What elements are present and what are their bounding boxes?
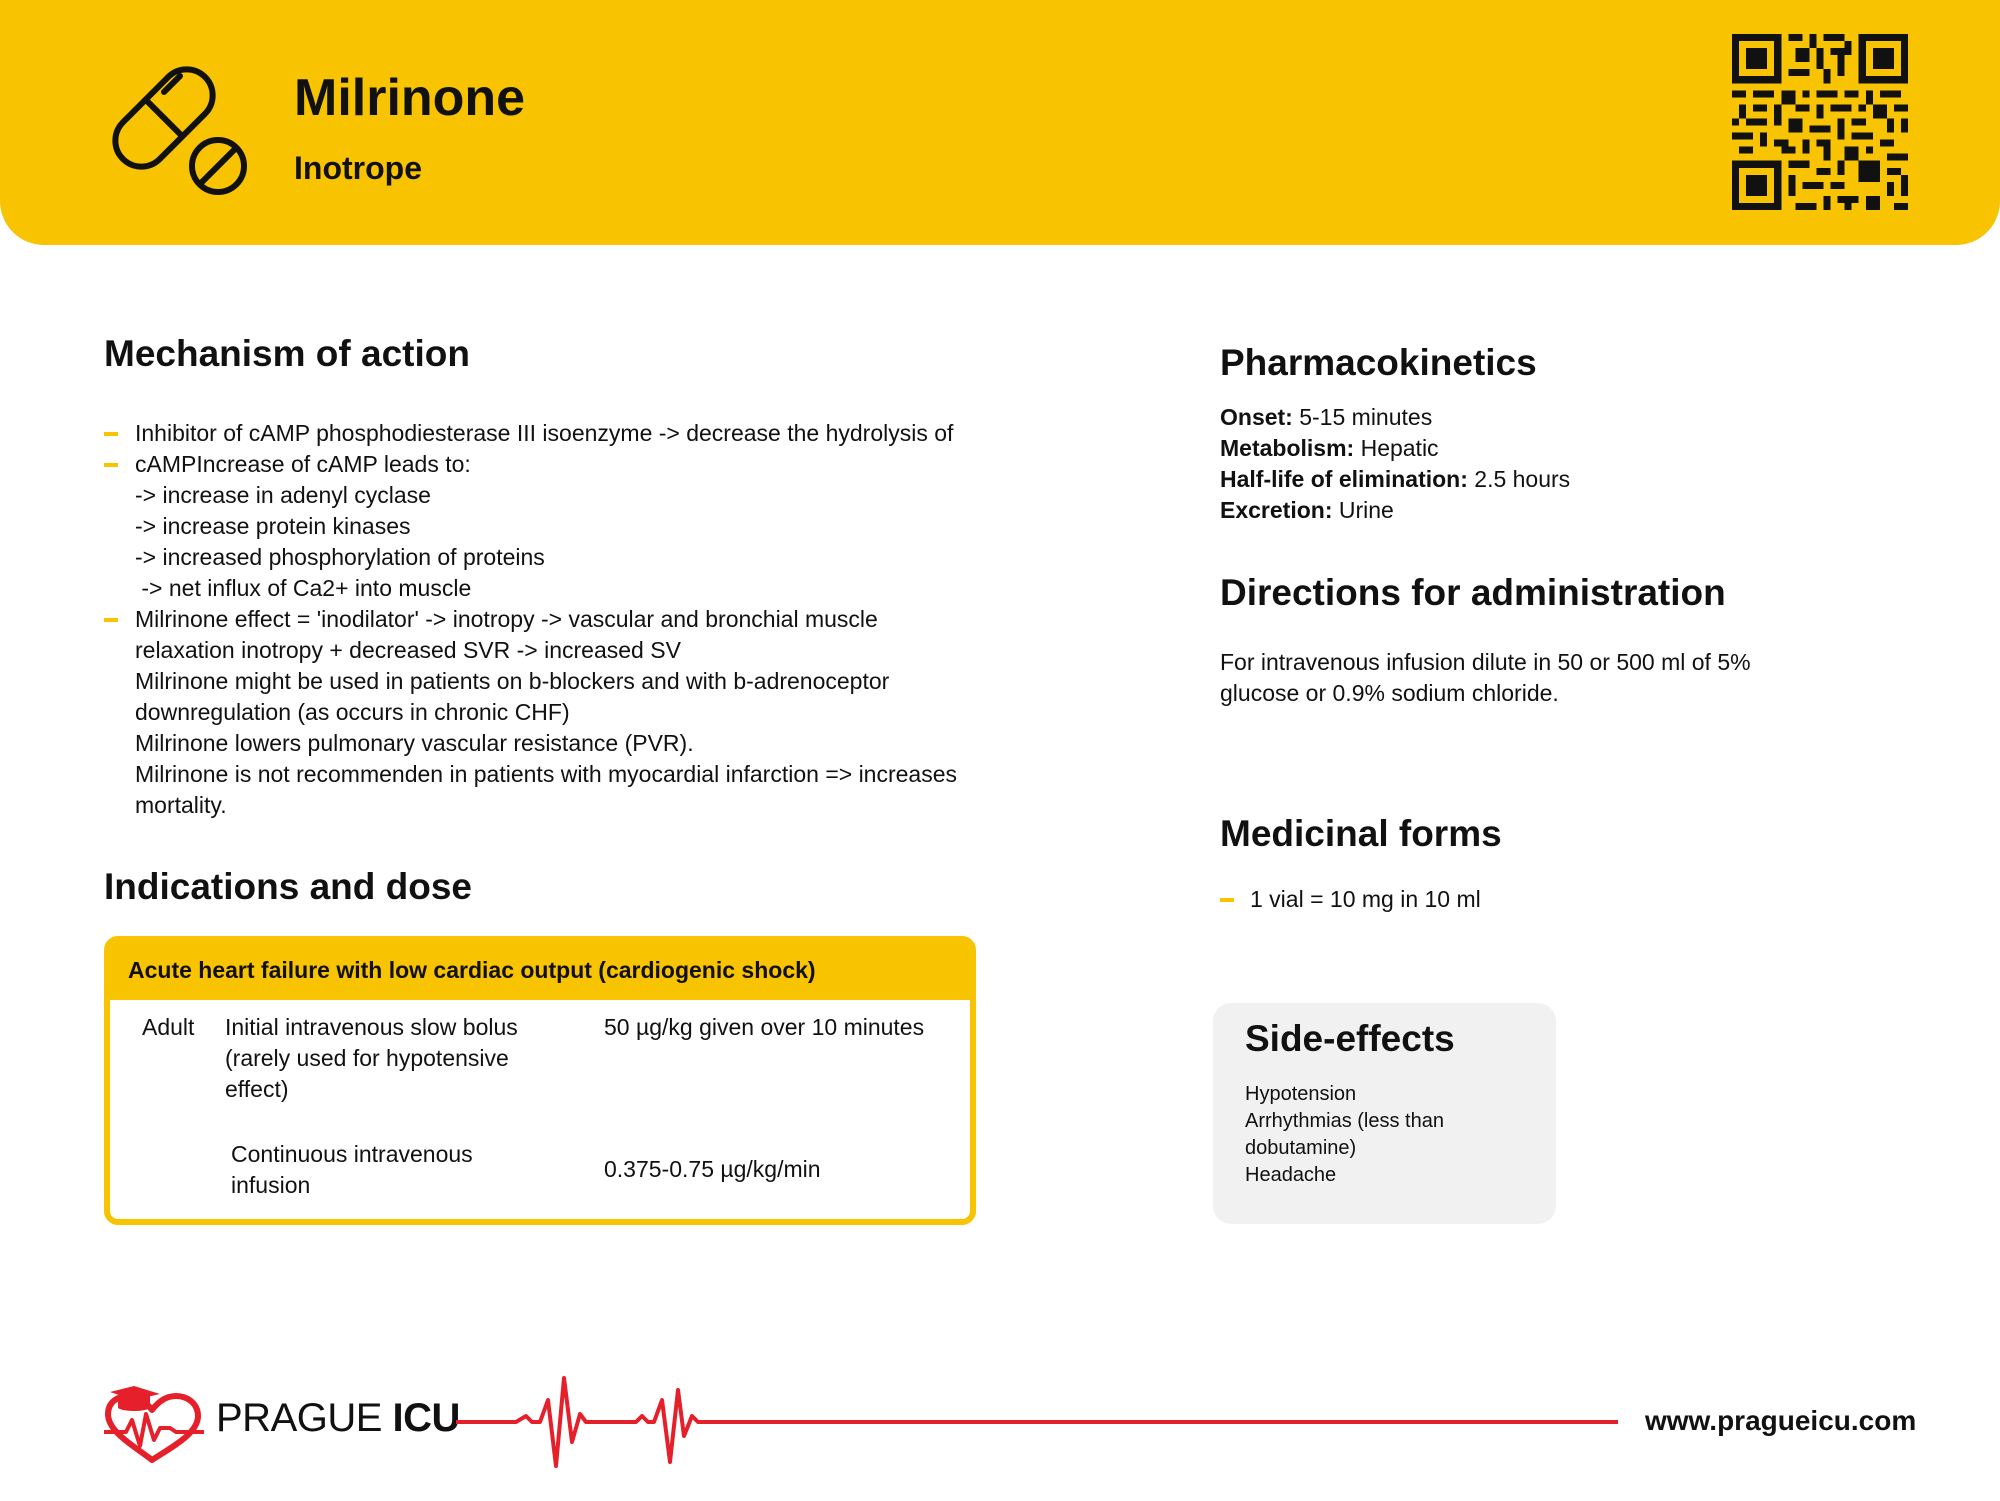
administration-text [1220,647,1751,709]
bullet-dash-icon [104,618,118,622]
side-effects-list [1245,1081,1444,1189]
indications-title: Indications and dose [104,866,472,907]
side-effect-item: Arrhythmias (less than [1245,1110,1444,1132]
pk-row [1220,495,1570,526]
list-item [104,604,1064,821]
list-item-text: mortality. [135,792,227,818]
list-item-text: Milrinone lowers pulmonary vascular resistance (PVR). [135,730,694,756]
dose-route [231,1139,561,1201]
bullet-dash-icon [1220,898,1234,902]
dose-table [104,936,976,1225]
list-item-text: Milrinone might be used in patients on b-blockers and with b-adrenoceptor [135,668,890,694]
drug-name: Milrinone [294,69,526,127]
mechanism-title: Mechanism of action [104,333,470,374]
pill-icon [108,66,253,201]
pk-row [1220,433,1570,464]
website-link[interactable]: www.pragueicu.com [1645,1405,1917,1436]
pharmacokinetics-list [1220,402,1570,526]
administration-line: glucose or 0.9% sodium chloride. [1220,680,1559,706]
brand-name [216,1396,460,1441]
list-item-text: -> increase protein kinases [135,513,411,539]
list-item-text: downregulation (as occurs in chronic CHF) [135,699,570,725]
drug-class: Inotrope [294,150,422,186]
pk-row [1220,402,1570,433]
list-item-text: relaxation inotropy + decreased SVR -> increased SV [135,637,681,663]
pk-label: Excretion: [1220,497,1333,523]
list-item [1220,884,1481,915]
bullet-dash-icon [104,463,118,467]
list-item-text: Milrinone is not recommenden in patients with myocardial infarction => increases [135,761,958,787]
patient-group: Adult [142,1014,195,1040]
brand-name-light: PRAGUE [216,1396,393,1440]
pk-value: Urine [1332,497,1394,523]
administration-line: For intravenous infusion dilute in 50 or 500 ml of 5% [1220,649,1751,675]
side-effect-item: Headache [1245,1164,1337,1186]
dose-value: 50 µg/kg given over 10 minutes [604,1014,925,1040]
side-effect-item: Hypotension [1245,1083,1357,1105]
dose-route [225,1012,555,1105]
mechanism-list [104,418,1064,821]
dose-value: 0.375-0.75 µg/kg/min [604,1156,821,1182]
side-effects-panel [1213,1003,1556,1224]
list-item-text: -> increased phosphorylation of proteins [135,544,545,570]
pk-row [1220,464,1570,495]
pk-label: Metabolism: [1220,435,1355,461]
header-banner [0,0,2000,245]
pk-value: 2.5 hours [1467,466,1571,492]
list-item-text: Inhibitor of cAMP phosphodiesterase III isoenzyme -> decrease the hydrolysis of [135,420,954,446]
dose-route-line: Continuous intravenous [231,1141,473,1167]
list-item-text: cAMPIncrease of cAMP leads to: [135,451,471,477]
pk-value: 5-15 minutes [1292,404,1433,430]
ecg-line-icon [456,1370,1618,1470]
list-item-text: Milrinone effect = 'inodilator' -> inotropy -> vascular and bronchial muscle [135,606,878,632]
list-item [104,449,1064,604]
pk-label: Half-life of elimination: [1220,466,1468,492]
administration-title: Directions for administration [1220,572,1726,613]
dose-table-header [110,942,970,1000]
list-item [104,418,1064,449]
heart-ecg-logo-icon [104,1384,204,1464]
list-item-text: -> net influx of Ca2+ into muscle [135,575,472,601]
dose-route-line: infusion [231,1172,311,1198]
pk-value: Hepatic [1354,435,1439,461]
pk-label: Onset: [1220,404,1293,430]
dose-route-line: Initial intravenous slow bolus [225,1014,518,1040]
bullet-dash-icon [104,432,118,436]
dose-route-line: effect) [225,1076,289,1102]
side-effects-title: Side-effects [1245,1018,1455,1059]
brand-name-bold: ICU [392,1396,460,1440]
pharmacokinetics-title: Pharmacokinetics [1220,342,1537,383]
medicinal-forms-title: Medicinal forms [1220,813,1502,854]
qr-code-icon [1732,34,1908,210]
dose-route-line: (rarely used for hypotensive [225,1045,509,1071]
list-item-text: -> increase in adenyl cyclase [135,482,431,508]
medicinal-form-text: 1 vial = 10 mg in 10 ml [1250,886,1481,912]
indication-title: Acute heart failure with low cardiac output (cardiogenic shock) [128,957,816,983]
side-effect-item: dobutamine) [1245,1137,1357,1159]
